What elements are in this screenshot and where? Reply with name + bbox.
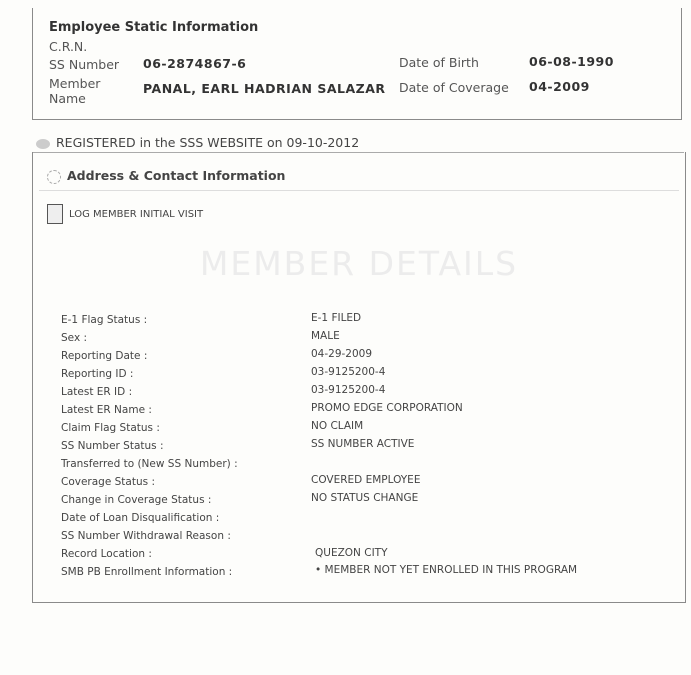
coverage-value: 04-2009 (529, 79, 590, 94)
employee-static-info-panel (32, 8, 682, 120)
detail-label: Record Location : (61, 548, 152, 560)
registered-icon (36, 139, 50, 149)
detail-value: 03-9125200-4 (311, 384, 386, 396)
detail-label: Latest ER ID : (61, 386, 133, 398)
registered-line (36, 135, 359, 150)
detail-label: Sex : (61, 332, 88, 344)
detail-value: QUEZON CITY (315, 547, 388, 559)
detail-label: SMB PB Enrollment Information : (61, 566, 233, 578)
member-details-watermark-title: MEMBER DETAILS (199, 244, 519, 283)
detail-label: Reporting ID : (61, 368, 134, 380)
detail-label: E-1 Flag Status : (61, 314, 148, 326)
detail-value: • MEMBER NOT YET ENROLLED IN THIS PROGRAM (315, 564, 578, 576)
address-contact-title: Address & Contact Information (67, 168, 286, 183)
detail-label: Latest ER Name : (61, 404, 152, 416)
address-contact-header[interactable] (47, 168, 285, 184)
log-member-visit-button[interactable] (47, 204, 203, 224)
document-icon (47, 204, 63, 224)
detail-value: PROMO EDGE CORPORATION (311, 402, 463, 414)
detail-label: Claim Flag Status : (61, 422, 160, 434)
registered-text: REGISTERED in the SSS WEBSITE on 09-10-2012 (56, 135, 360, 150)
detail-value: COVERED EMPLOYEE (311, 474, 421, 486)
detail-value: SS NUMBER ACTIVE (311, 438, 415, 450)
member-details-panel (32, 152, 686, 603)
detail-value: MALE (311, 330, 340, 342)
detail-value: 03-9125200-4 (311, 366, 386, 378)
dob-value: 06-08-1990 (529, 54, 614, 69)
detail-value: 04-29-2009 (311, 348, 373, 360)
gear-icon (47, 170, 61, 184)
log-member-visit-label: LOG MEMBER INITIAL VISIT (69, 209, 204, 220)
address-divider (39, 190, 679, 191)
detail-label: Change in Coverage Status : (61, 494, 212, 506)
member-name-value: PANAL, EARL HADRIAN SALAZAR (143, 81, 386, 96)
dob-label: Date of Birth (399, 55, 479, 70)
detail-value: NO CLAIM (311, 420, 364, 432)
coverage-label: Date of Coverage (399, 80, 509, 95)
static-info-title: Employee Static Information (49, 20, 259, 35)
detail-label: Reporting Date : (61, 350, 148, 362)
detail-label: Transferred to (New SS Number) : (61, 458, 238, 470)
detail-label: SS Number Withdrawal Reason : (61, 530, 231, 542)
member-name-label-2: Name (49, 91, 86, 106)
ss-number-label: SS Number (49, 57, 120, 72)
detail-value: E-1 FILED (311, 312, 362, 324)
detail-label: SS Number Status : (61, 440, 164, 452)
ss-number-value: 06-2874867-6 (143, 56, 247, 71)
member-name-label-1: Member (49, 76, 101, 91)
crn-label: C.R.N. (49, 39, 88, 54)
detail-label: Date of Loan Disqualification : (61, 512, 220, 524)
detail-value: NO STATUS CHANGE (311, 492, 419, 504)
detail-label: Coverage Status : (61, 476, 155, 488)
